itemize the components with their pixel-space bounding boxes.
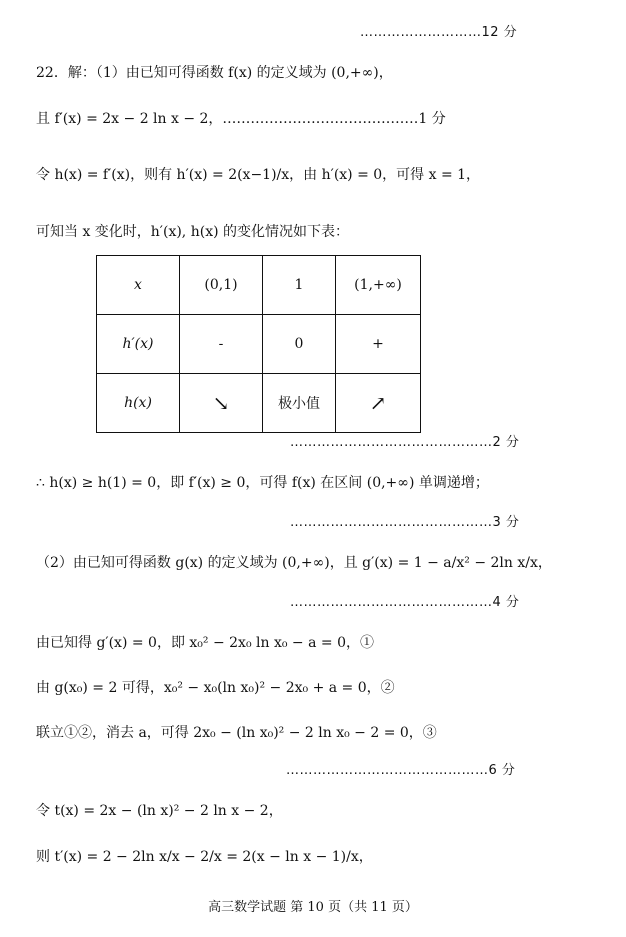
table-intro: 可知当 x 变化时，h′(x), h(x) 的变化情况如下表： bbox=[36, 224, 349, 240]
table-cell: h′(x) bbox=[97, 315, 180, 374]
equation-1: 由已知得 g′(x) = 0，即 x₀² − 2x₀ ln x₀ − a = 0，① bbox=[36, 635, 374, 651]
define-t: 令 t(x) = 2x − (ln x)² − 2 ln x − 2， bbox=[36, 803, 283, 819]
derivative-t: 则 t′(x) = 2 − 2ln x/x − 2/x = 2(x − ln x − 1)/x， bbox=[36, 849, 373, 865]
problem-22-intro: 22．解：（1）由已知可得函数 f(x) 的定义域为 (0,+∞)， bbox=[36, 65, 393, 81]
table-cell: (1,+∞) bbox=[336, 256, 421, 315]
table-cell: 0 bbox=[263, 315, 336, 374]
table-cell: 极小值 bbox=[263, 374, 336, 433]
derivative-f: 且 f′(x) = 2x − 2 ln x − 2，……………………………………1 分 bbox=[36, 111, 446, 127]
table-row bbox=[97, 315, 421, 374]
monotonic-conclusion: ∴ h(x) ≥ h(1) = 0，即 f′(x) ≥ 0，可得 f(x) 在区间 (0,+∞) 单调递增； bbox=[36, 475, 489, 491]
decreasing-arrow-icon: ↘ bbox=[180, 374, 263, 433]
score-12: ………………………12 分 bbox=[360, 25, 518, 40]
equation-2: 由 g(x₀) = 2 可得，x₀² − x₀(ln x₀)² − 2x₀ + a = 0，② bbox=[36, 680, 395, 696]
page-footer: 高三数学试题 第 10 页（共 11 页） bbox=[208, 900, 418, 915]
score-6: ………………………………………6 分 bbox=[286, 763, 516, 778]
table-cell: (0,1) bbox=[180, 256, 263, 315]
table-row bbox=[97, 374, 421, 433]
score-3: ………………………………………3 分 bbox=[290, 515, 520, 530]
table-cell: + bbox=[336, 315, 421, 374]
table-cell: x bbox=[97, 256, 180, 315]
score-2: ………………………………………2 分 bbox=[290, 435, 520, 450]
increasing-arrow-icon: ↗ bbox=[336, 374, 421, 433]
score-4: ………………………………………4 分 bbox=[290, 595, 520, 610]
table-cell: 1 bbox=[263, 256, 336, 315]
variation-table bbox=[96, 255, 421, 433]
table-cell: - bbox=[180, 315, 263, 374]
part-2-intro: （2）由已知可得函数 g(x) 的定义域为 (0,+∞)，且 g′(x) = 1 − a/x² − 2ln x/x， bbox=[36, 555, 552, 571]
equation-3: 联立①②，消去 a，可得 2x₀ − (ln x₀)² − 2 ln x₀ − 2 = 0，③ bbox=[36, 725, 437, 741]
table-cell: h(x) bbox=[97, 374, 180, 433]
table-row bbox=[97, 256, 421, 315]
define-h: 令 h(x) = f′(x)，则有 h′(x) = 2(x−1)/x，由 h′(x) = 0，可得 x = 1， bbox=[36, 167, 481, 183]
